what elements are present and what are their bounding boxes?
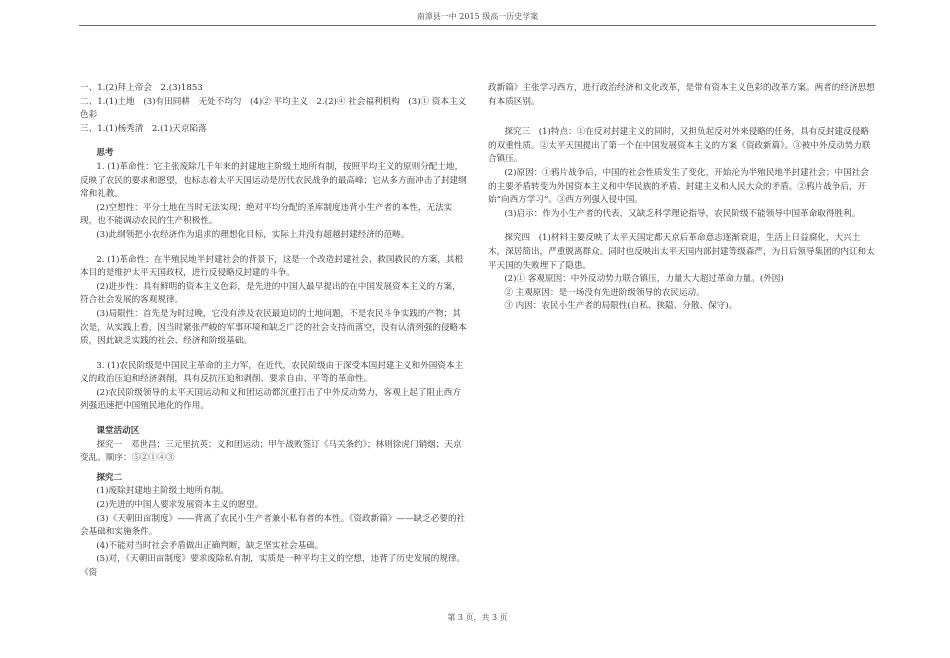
answer-line-3: 三、1.(1)杨秀清 2.(1)天京陷落 xyxy=(80,123,207,134)
explore-2-item-3: (3)《天朝田亩制度》——背离了农民小生产者兼小私有者的本性。《资政新篇》——缺乏必要的社会基础和实施条件。 xyxy=(80,513,466,538)
page-header: 南漳县一中 2015 级高一历史学案 xyxy=(416,12,539,21)
right-column xyxy=(488,82,876,314)
q3-part1: 3. (1)农民阶级是中国民主革命的主力军，在近代，农民阶级由于深受本国封建主义和外国资本主义的政治压迫和经济剥削，具有反抗压迫和剥削、要求自由、平等的革命性。 xyxy=(80,360,464,385)
explore-4-part3: ② 主观原因：是一场没有先进阶级领导的农民运动。 xyxy=(504,287,705,298)
explore-2-item-1: (1)废除封建地主阶级土地所有制。 xyxy=(96,486,229,497)
q2-part3: (3)局限性：首先是为时过晚，它没有涉及农民最迫切的土地问题，不是农民斗争实践的产物；其次是，从实践上看，因当时紧张严峻的军事环境和缺乏广泛的社会支持而落空，没有认清列强的侵略本质，因此缺乏实践的社会、经济和阶级基础。 xyxy=(80,308,467,347)
answer-line-2: 二、1.(1)土地 (3)有田同耕 无处不均匀 (4)② 平均主义 2.(2)④ 社会福利机构 (3)① 资本主义色彩 xyxy=(80,96,467,121)
explore-4-part4: ③ 内因：农民小生产者的局限性(自私、狭隘、分散、保守)。 xyxy=(504,301,738,312)
q1-part1: 1. (1)革命性：它主张废除几千年来的封建地主阶级土地所有制，按照平均主义的原则分配土地，反映了农民的要求和愿望，也标志着太平天国运动是历代农民战争的最高峰；它从多方面冲击了封建纲常和礼教。 xyxy=(80,161,467,200)
explore-2-heading: 探究二 xyxy=(96,472,123,483)
answer-line-1: 一、1.(2)拜上帝会 2.(3)1853 xyxy=(80,83,203,93)
header-rule xyxy=(79,25,876,26)
explore-4-part2: (2)① 客观原因：中外反动势力联合镇压，力量大大超过革命力量。(外因) xyxy=(504,274,784,285)
left-column xyxy=(80,82,468,581)
explore-4-part1: 探究四 (1)材料主要反映了太平天国定都天京后革命意志逐渐衰退，生活上日益腐化，大兴土木，深居简出，严重脱离群众。同时也反映出太平天国内部封建等级森严，为日后领导集团的内讧和太平天国的失败埋下了隐患。 xyxy=(488,233,875,271)
explore-2-continued: 政新篇》主张学习西方，进行政治经济和文化改革，是带有资本主义色彩的改革方案。两者的经济思想有本质区别。 xyxy=(488,83,875,107)
q1-part3: (3)此纲领把小农经济作为追求的理想化目标，实际上并没有超越封建经济的范畴。 xyxy=(96,229,410,240)
q3-part2: (2)农民阶级领导的太平天国运动和义和团运动都沉重打击了中外反动势力，客观上起了阻止西方列强迅速把中国殖民地化的作用。 xyxy=(80,387,461,412)
explore-3-part3: (3)启示：作为小生产者的代表，又缺乏科学理论指导，农民阶级不能领导中国革命取得胜利。 xyxy=(504,208,861,219)
explore-2-item-4: (4)不能对当时社会矛盾做出正确判断，缺乏坚实社会基础。 xyxy=(96,540,324,551)
explore-3-part2: (2)原因：①鸦片战争后，中国的社会性质发生了变化，开始沦为半殖民地半封建社会；中国社会的主要矛盾转变为外国资本主义和中华民族的矛盾、封建主义和人民大众的矛盾。②鸦片战争后，开始“向西方学习”。③西方列强入侵中国。 xyxy=(488,167,869,206)
think-heading: 思考 xyxy=(96,148,114,159)
q2-part2: (2)进步性：具有鲜明的资本主义色彩，是先进的中国人最早提出的在中国发展资本主义的方案，符合社会发展的客观规律。 xyxy=(80,281,461,306)
page-footer: 第 3 页，共 3 页 xyxy=(447,613,508,622)
explore-2-item-2: (2)先进的中国人要求发展资本主义的愿望。 xyxy=(96,500,264,511)
explore-3-part1: 探究三 (1)特点：①在反对封建主义的同时，又担负起反对外来侵略的任务，具有反封建反侵略的双重性质。②太平天国提出了第一个在中国发展资本主义的方案《资政新篇》。③被中外反动势力联合镇压。 xyxy=(488,127,871,165)
explore-2-item-5: (5)对，《天朝田亩制度》要求废除私有制，实质是一种平均主义的空想，违背了历史发展的规律。《资 xyxy=(80,554,466,578)
class-activity-heading: 课堂活动区 xyxy=(96,426,140,437)
q1-part2: (2)空想性：平分土地在当时无法实现；绝对平均分配的圣库制度违背小生产者的本性，无法实现，也不能调动农民的生产积极性。 xyxy=(80,202,453,227)
q2-part1: 2. (1)革命性：在半殖民地半封建社会的背景下，这是一个改造封建社会、救国救民的方案，其根本目的是维护太平天国政权，进行反侵略反封建的斗争。 xyxy=(80,254,464,279)
explore-1: 探究一 邓世昌；三元里抗英；义和团运动；甲午战败签订《马关条约》；林则徐虎门销烟；天京变乱。顺序：⑤②①④③ xyxy=(80,439,462,464)
